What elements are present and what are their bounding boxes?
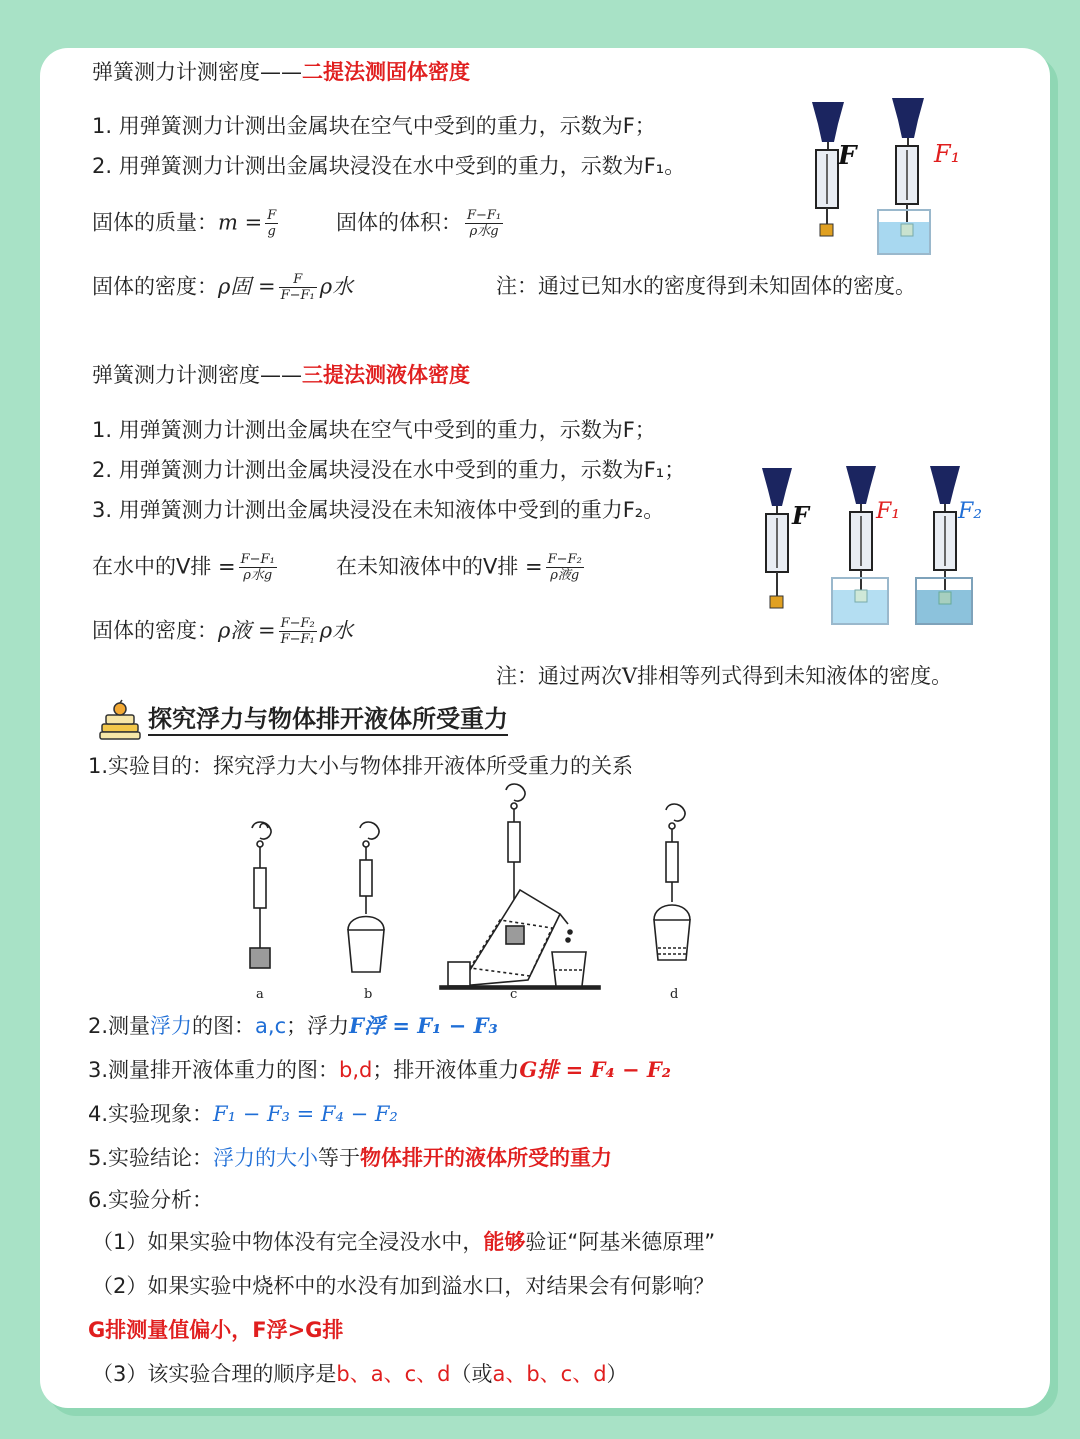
section2-heading: 弹簧测力计测密度——三提法测液体密度 (92, 363, 470, 387)
fig-label-d: d (670, 987, 679, 1002)
fig2-label-f2: F₂ (958, 499, 983, 524)
section3-title: 探究浮力与物体排开液体所受重力 (148, 704, 508, 736)
scale-air (762, 468, 792, 608)
three-lift-figure (752, 460, 1002, 630)
section1-note: 注：通过已知水的密度得到未知固体的密度。 (496, 274, 916, 298)
section1-step2: 2. 用弹簧测力计测出金属块浸没在水中受到的重力，示数为F₁。 (92, 154, 686, 178)
item-phenomenon: 4.实验现象：F₁ − F₃ = F₄ − F₂ (88, 1102, 398, 1126)
liquid-density-formula: 固体的密度：ρ液 = $\frac{\text{F−F₂}}{\text{F−F₁}}$ ρ水 (92, 616, 354, 647)
scale-water (832, 466, 888, 624)
v-displaced-liquid-formula: 在未知液体中的V排 = $\frac{\text{F−F₂}}{\text{ρ液g}}$ (336, 552, 582, 583)
fig-a-scale-block (250, 822, 271, 968)
v-displaced-water-formula: 在水中的V排 = $\frac{\text{F−F₁}}{\text{ρ水g}}$ (92, 552, 275, 583)
scale-unknown-liquid (916, 466, 972, 624)
analysis-q3: （3）该实验合理的顺序是b、a、c、d（或a、b、c、d） (92, 1362, 628, 1386)
fig-label-b: b (364, 987, 373, 1002)
fig1-label-f1: F₁ (934, 140, 961, 168)
spring-scale-in-water (878, 98, 930, 254)
two-lift-figure (800, 94, 980, 264)
fig1-label-f: F (838, 141, 857, 171)
fig-c-overflow-cup (440, 784, 600, 989)
books-icon (98, 700, 142, 740)
section2-step1: 1. 用弹簧测力计测出金属块在空气中受到的重力，示数为F； (92, 418, 656, 442)
section2-step2: 2. 用弹簧测力计测出金属块浸没在水中受到的重力，示数为F₁； (92, 458, 686, 482)
section2-note: 注：通过两次V排相等列式得到未知液体的密度。 (496, 664, 953, 688)
analysis-a2: G排测量值偏小，F浮>G排 (88, 1318, 344, 1342)
analysis-q1: （1）如果实验中物体没有完全浸没水中，能够验证“阿基米德原理” (92, 1230, 716, 1254)
section1-step1: 1. 用弹簧测力计测出金属块在空气中受到的重力，示数为F； (92, 114, 656, 138)
item-displaced-weight-measure: 3.测量排开液体重力的图：b,d；排开液体重力G排 = F₄ − F₂ (88, 1057, 671, 1082)
section1-heading: 弹簧测力计测密度——二提法测固体密度 (92, 60, 470, 84)
section2-step3: 3. 用弹簧测力计测出金属块浸没在未知液体中受到的重力F₂。 (92, 498, 665, 522)
fig2-label-f: F (792, 501, 810, 530)
analysis-q2: （2）如果实验中烧杯中的水没有加到溢水口，对结果会有何影响？ (92, 1274, 715, 1298)
experiment-figure (230, 780, 710, 1002)
volume-formula: 固体的体积： $\frac{\text{F−F₁}}{\text{ρ水g}}$ (336, 208, 502, 239)
fig-d-scale-bucket-water (654, 804, 690, 960)
fig2-label-f1: F₁ (876, 499, 901, 524)
fig-b-scale-bucket (348, 822, 384, 972)
mass-formula: 固体的质量：m = $\frac{F}{g}$ (92, 208, 277, 239)
fig-label-c: c (510, 987, 518, 1002)
fig-label-a: a (256, 987, 264, 1002)
item-analysis: 6.实验分析： (88, 1188, 214, 1212)
item-conclusion: 5.实验结论：浮力的大小等于物体排开的液体所受的重力 (88, 1146, 613, 1170)
solid-density-formula: 固体的密度：ρ固 = $\frac{F}{\text{F−F₁}}$ ρ水 (92, 272, 354, 303)
experiment-purpose: 1.实验目的：探究浮力大小与物体排开液体所受重力的关系 (88, 754, 634, 778)
item-buoyancy-measure: 2.测量浮力的图：a,c；浮力F浮 = F₁ − F₃ (88, 1013, 498, 1038)
